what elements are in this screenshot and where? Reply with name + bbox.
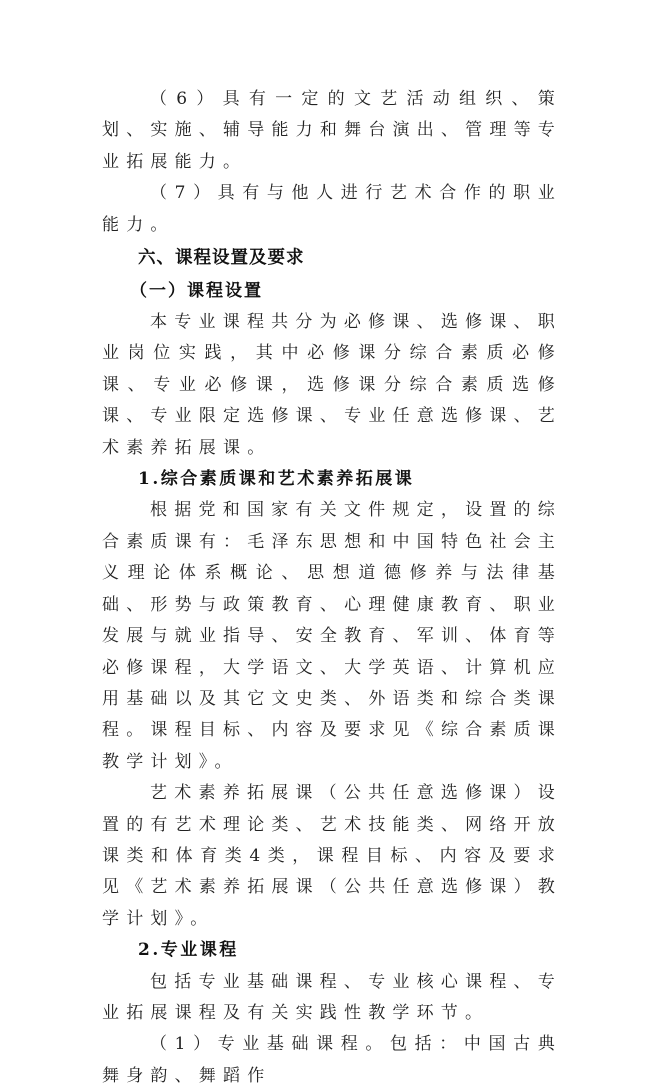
item-heading-professional-courses: 2.专业课程	[138, 940, 239, 961]
paragraph-art-courses: 艺术素养拓展课（公共任意选修课）设置的有艺术理论类、艺术技能类、网络开放课类和体育类4类，课程目标、内容及要求见《艺术素养拓展课（公共任意选修课）教学计划》。	[102, 783, 562, 929]
paragraph-ability-7: （7）具有与他人进行艺术合作的职业能力。	[102, 183, 562, 235]
paragraph-general-courses: 根据党和国家有关文件规定，设置的综合素质课有：毛泽东思想和中国特色社会主义理论体系概论、思想道德修养与法律基础、形势与政策教育、心理健康教育、职业发展与就业指导、安全教育、军训、体育等必修课程，大学语文、大学英语、计算机应用基础以及其它文史类、外语类和综合类课程。课程目标、内容及要求见《综合素质课教学计划》。	[102, 500, 562, 772]
item-heading-general-courses: 1.综合素质课和艺术素养拓展课	[138, 469, 415, 490]
paragraph-course-overview: 本专业课程共分为必修课、选修课、职业岗位实践，其中必修课分综合素质必修课、专业必修课，选修课分综合素质选修课、专业限定选修课、专业任意选修课、艺术素养拓展课。	[102, 312, 562, 458]
paragraph-professional-courses: 包括专业基础课程、专业核心课程、专业拓展课程及有关实践性教学环节。	[102, 971, 562, 1023]
section-heading-curriculum: 六、课程设置及要求	[138, 248, 305, 269]
document-page	[102, 84, 562, 1092]
subsection-heading-course-setup: （一）课程设置	[130, 281, 263, 302]
paragraph-ability-6: （6）具有一定的文艺活动组织、策划、实施、辅导能力和舞台演出、管理等专业拓展能力。	[102, 89, 562, 172]
paragraph-foundation-courses: （1）专业基础课程。包括：中国古典舞身韵、舞蹈作	[102, 1034, 562, 1086]
